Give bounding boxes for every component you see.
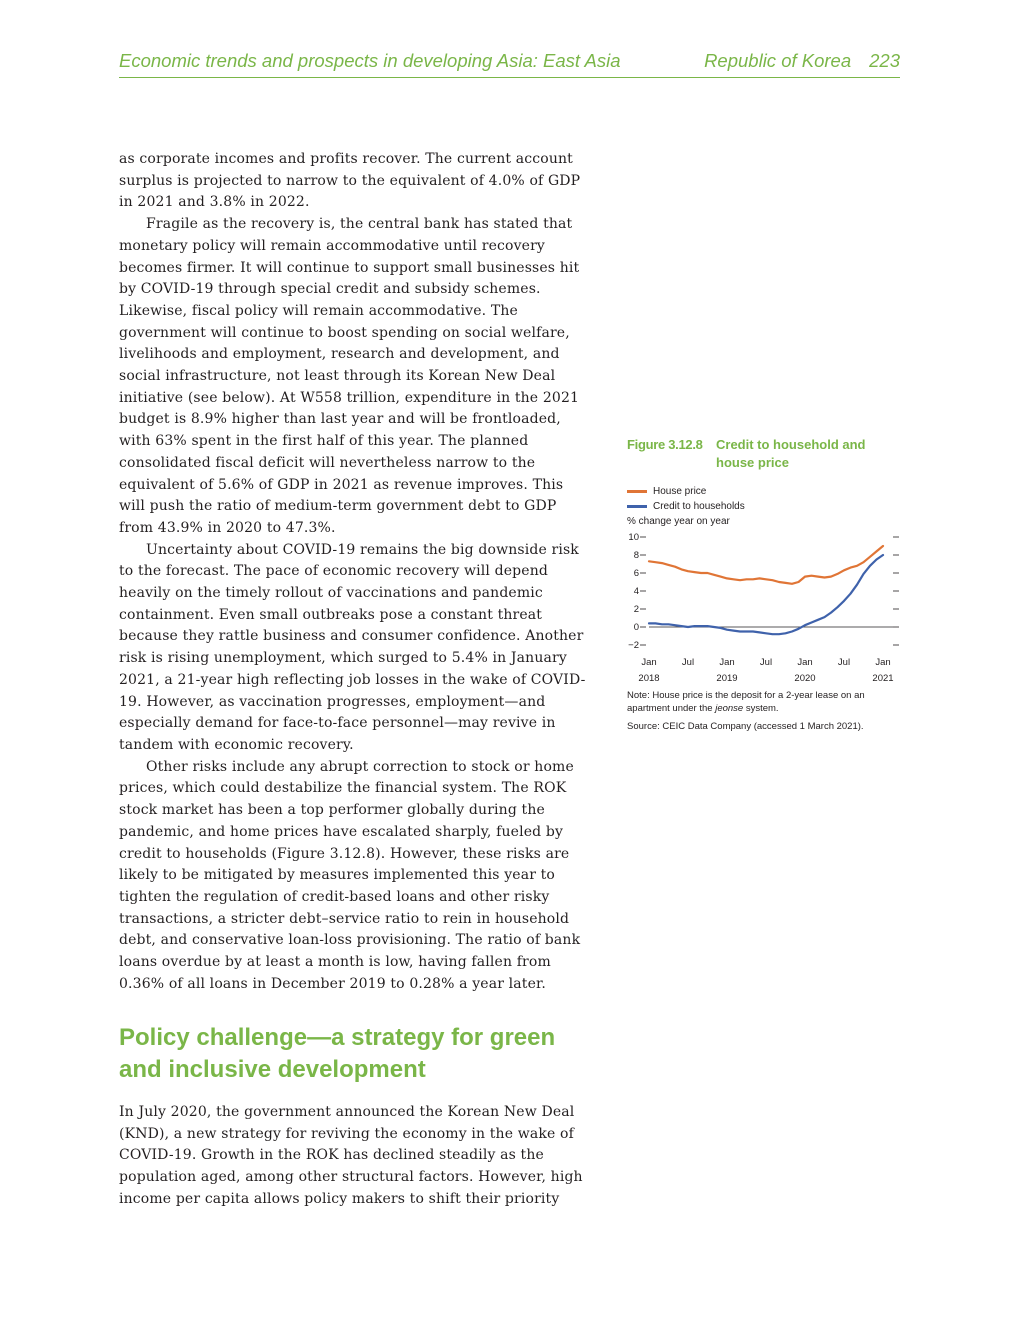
section-heading: Policy challenge—a strategy for green and inclusive development — [119, 1024, 556, 1083]
y-tick-label: 10 — [628, 532, 639, 543]
y-tick-label: −2 — [628, 640, 639, 651]
legend-item-house-price — [627, 484, 907, 499]
figure-title-text: Credit to household and house price — [716, 437, 866, 470]
body-text-lower — [119, 1102, 589, 1211]
paragraph-4: Other risks include any abrupt correction to stock or home prices, which could destabilize the financial system. The ROK stock market has been a top performer globally during the pandemic, and home prices have escalated sharply, fueled by credit to households (Figure 3.12.8). However, these risks are likely to be mitigated by measures implemented this year to tighten the regulation of credit-based loans and other risky transactions, a stricter debt–service ratio to rein in household debt, and conservative loan-loss provisioning. The ratio of bank loans overdue by at least a month is low, having fallen from 0.36% of all loans in December 2019 to 0.28% a year later. — [119, 758, 581, 992]
y-tick-label: 0 — [633, 622, 639, 633]
x-tick-year: 2018 — [638, 673, 660, 681]
x-tick-year: 2020 — [794, 673, 816, 681]
legend-swatch-house-price — [627, 490, 647, 493]
note-italic-term: jeonse — [715, 703, 744, 714]
x-tick-label: Jan — [719, 657, 735, 668]
chart-units: % change year on year — [627, 516, 730, 527]
x-tick-label: Jan — [641, 657, 657, 668]
body-text-upper — [119, 149, 589, 995]
legend-swatch-credit — [627, 505, 647, 508]
x-tick-label: Jul — [837, 657, 851, 668]
legend-label-credit: Credit to households — [653, 501, 745, 512]
x-tick-label: Jan — [797, 657, 813, 668]
legend-label-house-price: House price — [653, 486, 707, 497]
page-number: 223 — [869, 50, 900, 71]
figure-title — [627, 436, 907, 472]
header-rule — [119, 77, 900, 78]
running-header-country — [704, 50, 900, 72]
figure-source: Source: CEIC Data Company (accessed 1 March 2021). — [627, 721, 864, 732]
note-suffix: system. — [743, 703, 779, 714]
x-tick-year: 2019 — [716, 673, 738, 681]
figure-note — [627, 689, 897, 715]
paragraph-2: Fragile as the recovery is, the central bank has stated that monetary policy will remain accommodative until recovery becomes firmer. It will continue to support small businesses hit by COVID-19 through special credit and subsidy schemes. Likewise, fiscal policy will remain accommodative. The government will continue to boost spending on social welfare, livelihoods and employment, research and development, and social infrastructure, not least through its Korean New Deal initiative (see below). At W558 trillion, expenditure in the 2021 budget is 8.9% higher than last year and will be frontloaded, with 63% spent in the first half of this year. The planned consolidated fiscal deficit will nevertheless narrow to the equivalent of 5.6% of GDP in 2021 as revenue improves. This will push the ratio of medium-term government debt to GDP from 43.9% in 2020 to 47.3%. — [119, 216, 580, 536]
paragraph-3: Uncertainty about COVID-19 remains the big downside risk to the forecast. The pace of economic recovery will depend heavily on the timely rollout of vaccinations and pandemic containment. Even small outbreaks pose a constant threat because they rattle business and consumer confidence. Another risk is rising unemployment, which surged to 5.4% in January 2021, a 21-year high reflecting job losses in the wake of COVID-19. However, as vaccination progresses, employment—and especially demand for face-to-face personnel—may revive in tandem with economic recovery. — [119, 541, 586, 753]
y-tick-label: 8 — [633, 550, 639, 561]
x-tick-label: Jul — [681, 657, 695, 668]
running-header-chapter: Economic trends and prospects in developing Asia: East Asia — [119, 50, 621, 71]
y-tick-label: 4 — [633, 586, 639, 597]
y-tick-label: 6 — [633, 568, 639, 579]
x-tick-year: 2021 — [872, 673, 894, 681]
series-line-credit-to-households — [649, 555, 883, 634]
paragraph-5: In July 2020, the government announced the Korean New Deal (KND), a new strategy for reviving the economy in the wake of COVID-19. Growth in the ROK has declined steadily as the population aged, among other structural factors. However, high income per capita allows policy makers to shift their priority — [119, 1104, 583, 1207]
line-chart — [627, 531, 907, 681]
series-line-house-price — [649, 546, 883, 584]
header-country-name: Republic of Korea — [704, 50, 852, 71]
chart-legend — [627, 484, 907, 514]
figure-3-12-8 — [627, 436, 907, 733]
x-tick-label: Jul — [759, 657, 773, 668]
paragraph-1: as corporate incomes and profits recover. The current account surplus is projected to narrow to the equivalent of 4.0% of GDP in 2021 and 3.8% in 2022. — [119, 151, 581, 211]
x-tick-label: Jan — [875, 657, 891, 668]
y-tick-label: 2 — [633, 604, 639, 615]
legend-item-credit — [627, 499, 907, 514]
note-prefix: Note: House price is the deposit for a 2-year lease on an apartment under the — [627, 690, 865, 714]
figure-number: Figure 3.12.8 — [627, 437, 703, 452]
